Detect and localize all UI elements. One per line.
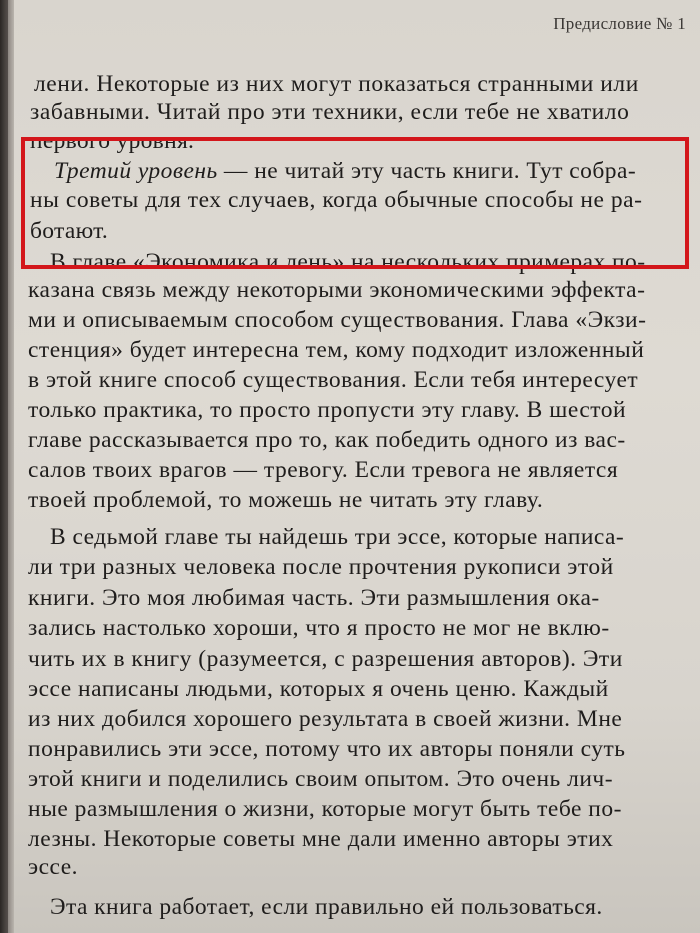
- text-line: ли три разных человека после прочтения рукописи этой: [28, 554, 614, 580]
- book-page: [14, 0, 700, 933]
- text-line: ны советы для тех случаев, когда обычные способы не ра-: [30, 187, 643, 213]
- text-line: Эта книга работает, если правильно ей пользоваться.: [50, 894, 603, 920]
- text-line: ные размышления о жизни, которые могут быть тебе по-: [28, 796, 622, 822]
- text-line: книги. Это моя любимая часть. Эти размышления ока-: [28, 585, 600, 611]
- text-line-rest: — не читай эту часть книги. Тут собра-: [217, 158, 637, 184]
- text-line: лени. Некоторые из них могут показаться странными или: [34, 71, 639, 97]
- text-line: зались настолько хороши, что я просто не мог не вклю-: [28, 615, 610, 641]
- text-line: В седьмой главе ты найдешь три эссе, которые написа-: [50, 524, 625, 550]
- text-line: в этой книге способ существования. Если тебя интересует: [28, 367, 639, 393]
- text-line: из них добился хорошего результата в своей жизни. Мне: [28, 706, 623, 732]
- text-line: лезны. Некоторые советы мне дали именно авторы этих: [28, 826, 614, 852]
- text-line: только практика, то просто пропусти эту главу. В шестой: [28, 397, 627, 423]
- text-line: В главе «Экономика и лень» на нескольких примерах по-: [50, 249, 646, 275]
- highlight-box: [21, 137, 689, 269]
- text-line: стенция» будет интересна тем, кому подходит изложенный: [28, 337, 645, 363]
- text-line: эссе.: [28, 854, 79, 880]
- text-line: ботают.: [30, 218, 109, 244]
- text-line: этой книги и поделились своим опытом. Это очень лич-: [28, 766, 614, 792]
- text-line: чить их в книгу (разумеется, с разрешения авторов). Эти: [28, 646, 623, 672]
- text-line: эссе написаны людьми, которых я очень ценю. Каждый: [28, 676, 609, 702]
- term-third-level: Третий уровень: [54, 158, 218, 184]
- text-line: казана связь между некоторыми экономическими эффекта-: [28, 277, 646, 303]
- text-line: главе рассказывается про то, как победить одного из вас-: [28, 427, 626, 453]
- running-header: Предисловие № 1: [553, 14, 686, 33]
- text-line: салов твоих врагов — тревогу. Если тревога не является: [28, 457, 619, 483]
- text-line: ми и описываемым способом существования. Глава «Экзи-: [28, 307, 647, 333]
- text-line: понравились эти эссе, потому что их авторы поняли суть: [28, 736, 626, 762]
- text-line: твоей проблемой, то можешь не читать эту главу.: [28, 487, 544, 513]
- text-line: первого уровня.: [30, 128, 195, 154]
- text-line: забавными. Читай про эти техники, если тебе не хватило: [30, 99, 630, 125]
